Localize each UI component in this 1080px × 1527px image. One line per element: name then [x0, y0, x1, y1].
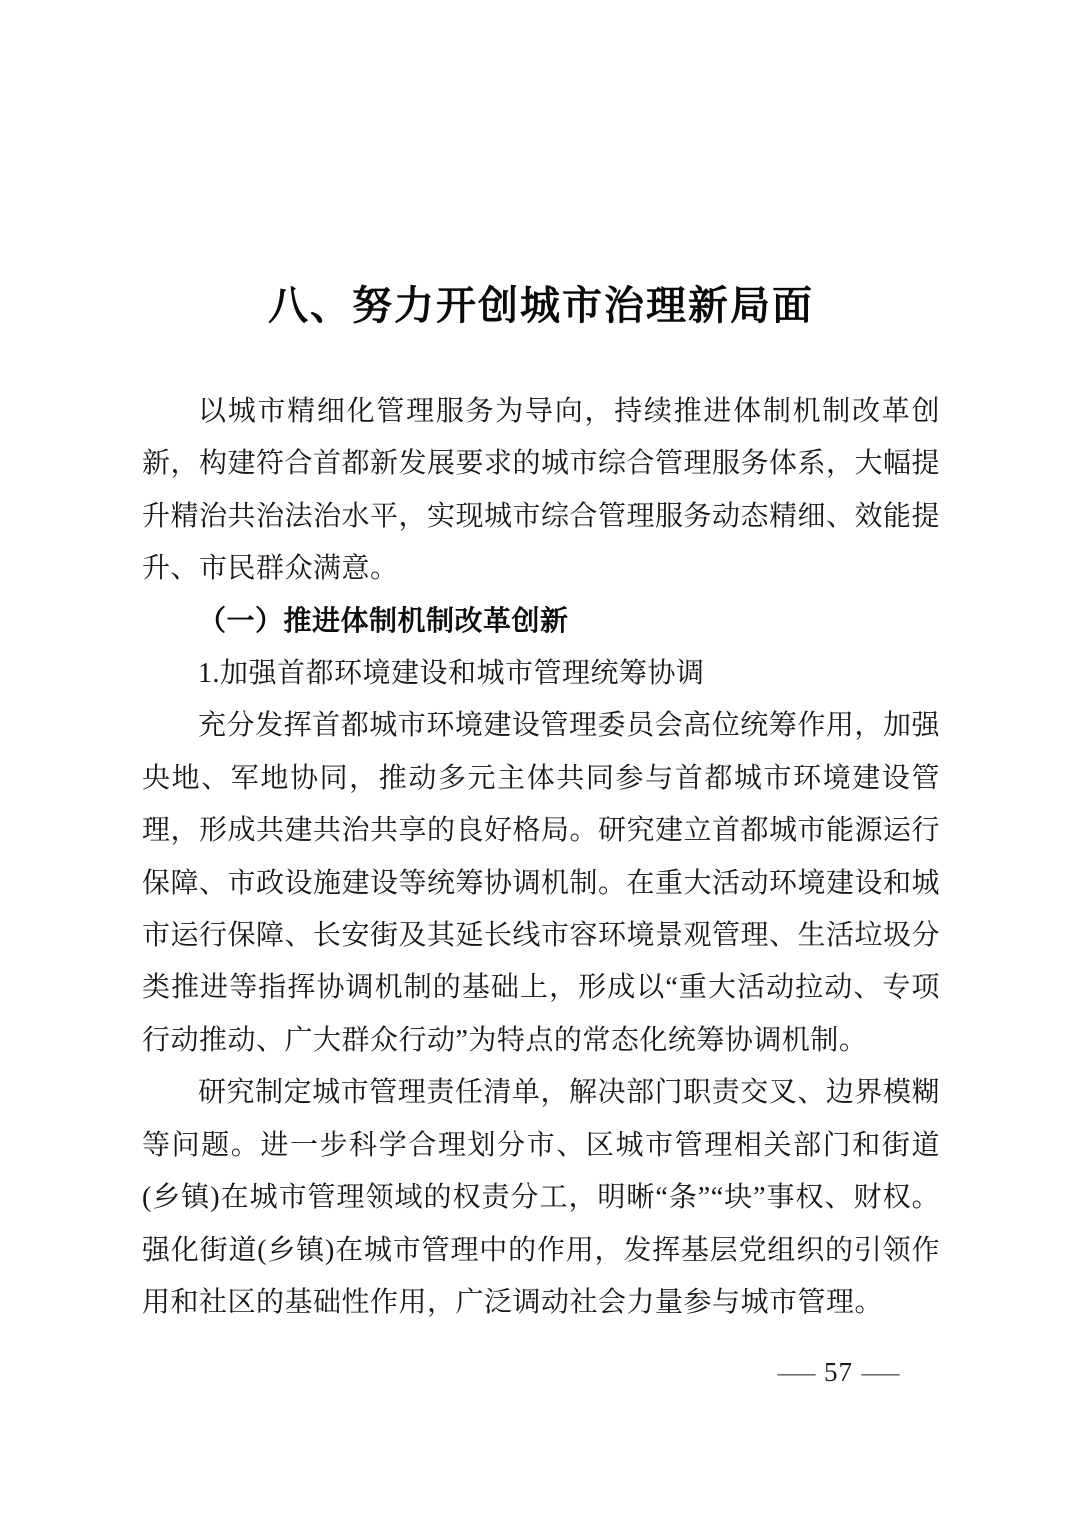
document-body — [142, 386, 940, 1329]
page-number: 57 — [824, 1357, 853, 1387]
section-heading: （一）推进体制机制改革创新 — [198, 605, 569, 637]
paragraph-intro: 以城市精细化管理服务为导向，持续推进体制机制改革创新，构建符合首都新发展要求的城市综合管理服务体系，大幅提升精治共治法治水平，实现城市综合管理服务动态精细、效能提升、市民群众满意。 — [142, 396, 941, 585]
paragraph-body-2: 研究制定城市管理责任清单，解决部门职责交叉、边界模糊等问题。进一步科学合理划分市、区城市管理相关部门和街道(乡镇)在城市管理领域的权责分工，明晰“条”“块”事权、财权。强化街道(乡镇)在城市管理中的作用，发挥基层党组织的引领作用和社区的基础性作用，广泛调动社会力量参与城市管理。 — [142, 1077, 940, 1318]
page-number-dash-right: — — [861, 1357, 900, 1387]
page-number-dash-left: — — [777, 1357, 816, 1387]
paragraph-body-1: 充分发挥首都城市环境建设管理委员会高位统筹作用，加强央地、军地协同，推动多元主体共同参与首都城市环境建设管理，形成共建共治共享的良好格局。研究建立首都城市能源运行保障、市政设施建设等统筹协调机制。在重大活动环境建设和城市运行保障、长安街及其延长线市容环境景观管理、生活垃圾分类推进等指挥协调机制的基础上，形成以“重大活动拉动、专项行动推动、广大群众行动”为特点的常态化统筹协调机制。 — [142, 710, 941, 1056]
page-title: 八、努力开创城市治理新局面 — [268, 283, 814, 328]
page-footer — [769, 1352, 908, 1392]
subsection-heading: 1.加强首都环境建设和城市管理统筹协调 — [198, 658, 705, 690]
